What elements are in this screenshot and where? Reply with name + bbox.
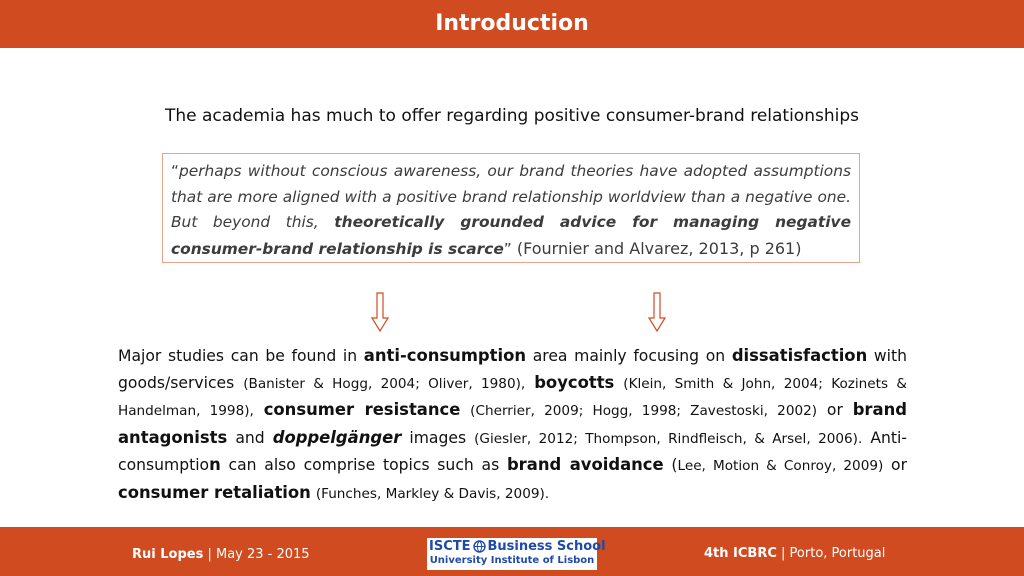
footer-separator: |	[203, 547, 216, 562]
term-boycotts: boycotts	[534, 372, 615, 392]
term-consumer-resistance: consumer resistance	[263, 400, 461, 420]
footer-conference	[704, 545, 885, 563]
term-doppelganger: doppelgänger	[272, 427, 402, 447]
body-paragraph	[118, 343, 907, 508]
term-dissatisfaction: dissatisfaction	[731, 346, 868, 365]
citation: (Klein, Smith & John, 2004; Kozinets & Handelman, 1998),	[118, 375, 907, 420]
body-text: area mainly focusing on	[526, 347, 732, 365]
quote-close: ”	[503, 239, 512, 258]
footer-author-date	[132, 546, 310, 564]
body-text	[460, 401, 470, 419]
institution-logo	[427, 538, 606, 570]
citation: (Funches, Markley & Davis, 2009).	[315, 485, 550, 502]
term-brand-antagonists: brand antagonists	[118, 400, 907, 447]
footer-separator: |	[776, 546, 790, 561]
body-text: Anti-consumptio	[118, 428, 907, 475]
down-arrow-icon	[371, 292, 389, 332]
quote-bold: theoretically grounded advice for managing negative consumer-brand relationship is scarce	[171, 213, 852, 258]
term-anti-consumption: anti-consumption	[363, 346, 527, 365]
quote-italic: perhaps without conscious awareness, our brand theories have adopted assumptions that are more aligned with a positive brand relationship worldview than a negative one. But beyond this,	[171, 162, 851, 231]
body-text	[614, 374, 623, 392]
logo-subtitle: University Institute of Lisbon	[429, 555, 595, 566]
footer-date: May 23 - 2015	[215, 547, 310, 562]
logo-text-iscte: ISCTE	[429, 539, 471, 554]
body-text: Major studies can be found in	[118, 347, 364, 365]
body-text	[254, 401, 264, 419]
citation: (Giesler, 2012; Thompson, Rindfleisch, & Arsel, 2006).	[474, 430, 863, 447]
footer-place: Porto, Portugal	[789, 546, 886, 561]
body-bold-letter: n	[209, 455, 221, 475]
body-text: and	[227, 428, 273, 447]
slide-title: Introduction	[435, 11, 589, 36]
quote-open: “	[171, 162, 179, 180]
quote-citation: (Fournier and Alvarez, 2013, p 261)	[511, 238, 802, 258]
citation: (Banister & Hogg, 2004; Oliver, 1980),	[243, 375, 526, 392]
body-text	[525, 374, 534, 392]
body-text: with goods/services	[118, 347, 907, 392]
body-text: images	[401, 428, 475, 447]
down-arrow-icon	[648, 292, 666, 332]
body-text: or	[883, 456, 908, 475]
term-brand-avoidance: brand avoidance	[506, 455, 664, 475]
footer-author: Rui Lopes	[132, 547, 204, 562]
citation: Lee, Motion & Conroy, 2009)	[677, 458, 884, 475]
globe-icon	[473, 540, 486, 553]
term-consumer-retaliation: consumer retaliation	[118, 482, 311, 502]
body-text: (	[663, 456, 678, 475]
logo-text-business-school: Business School	[487, 539, 606, 554]
citation: (Cherrier, 2009; Hogg, 1998; Zavestoski, 2002)	[470, 403, 818, 420]
quote-box	[162, 153, 860, 263]
body-text: or	[817, 401, 853, 420]
lead-statement: The academia has much to offer regarding positive consumer-brand relationships	[164, 106, 859, 126]
footer-conference-name: 4th ICBRC	[704, 546, 777, 561]
body-text: can also comprise topics such as	[220, 456, 507, 475]
